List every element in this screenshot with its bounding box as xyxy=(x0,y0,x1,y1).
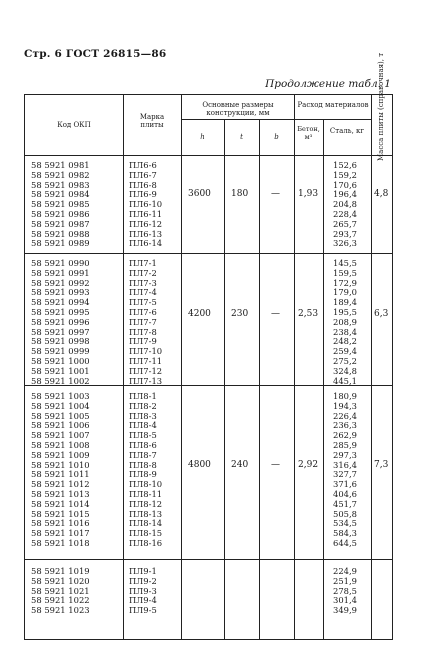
h-column-header: h xyxy=(200,133,205,141)
consumption-header: Расход материалов xyxy=(297,101,369,109)
group-3-steel: 180,9 194,3 226,4 236,3 262,9 285,9 297,3 316,4 327,7 371,6 404,6 451,7 505,8 534,5 584,3 644,5 xyxy=(333,391,357,548)
group-3-b: — xyxy=(271,460,280,470)
group-2-h: 4200 xyxy=(188,309,211,319)
concrete-column-header: Бетон, м³ xyxy=(297,125,320,141)
group-1-h: 3600 xyxy=(188,189,211,199)
group-1-concrete: 1,93 xyxy=(298,189,319,199)
group-1-mass: 4,8 xyxy=(374,189,389,199)
b-column-header: b xyxy=(274,133,279,141)
t-column-header: t xyxy=(240,133,243,141)
group-4-steel: 224,9 251,9 278,5 301,4 349,9 xyxy=(333,566,357,616)
mark-column-header: Марка плиты xyxy=(139,113,165,129)
group-3-codes: 58 5921 1003 58 5921 1004 58 5921 1005 58 5921 1006 58 5921 1007 58 5921 1008 58 5921 1009 58 5921 1010 58 5921 1011 58 5921 1012 58 5921 1013 58 5921 1014 58 5921 1015 58 5921 1016 58 5921 1017 58 5921 1018 xyxy=(31,391,90,548)
group-3-h: 4800 xyxy=(188,460,211,470)
group-2-steel: 145,5 159,5 172,9 179,0 189,4 195,5 208,9 238,4 248,2 259,4 275,2 324,8 445,1 xyxy=(333,258,357,386)
group-2-marks: ПЛ7-1 ПЛ7-2 ПЛ7-3 ПЛ7-4 ПЛ7-5 ПЛ7-6 ПЛ7-7 ПЛ7-8 ПЛ7-9 ПЛ7-10 ПЛ7-11 ПЛ7-12 ПЛ7-13 xyxy=(129,258,163,386)
group-3-concrete: 2,92 xyxy=(298,460,319,470)
group-2-mass: 6,3 xyxy=(374,309,389,319)
dimensions-header: Основные размеры конструкции, мм xyxy=(202,101,274,117)
steel-column-header: Сталь, кг xyxy=(329,127,365,135)
group-4-marks: ПЛ9-1 ПЛ9-2 ПЛ9-3 ПЛ9-4 ПЛ9-5 xyxy=(129,566,157,616)
code-column-header: Код ОКП xyxy=(57,121,91,129)
group-3-marks: ПЛ8-1 ПЛ8-2 ПЛ8-3 ПЛ8-4 ПЛ8-5 ПЛ8-6 ПЛ8-7 ПЛ8-8 ПЛ8-9 ПЛ8-10 ПЛ8-11 ПЛ8-12 ПЛ8-13 ПЛ8-14 ПЛ8-15 ПЛ8-16 xyxy=(129,391,163,548)
group-4-codes: 58 5921 1019 58 5921 1020 58 5921 1021 58 5921 1022 58 5921 1023 xyxy=(31,566,90,616)
page-header: Стр. 6 ГОСТ 26815—86 xyxy=(24,48,167,60)
group-3-mass: 7,3 xyxy=(374,460,389,470)
group-2-codes: 58 5921 0990 58 5921 0991 58 5921 0992 58 5921 0993 58 5921 0994 58 5921 0995 58 5921 0996 58 5921 0997 58 5921 0998 58 5921 0999 58 5921 1000 58 5921 1001 58 5921 1002 xyxy=(31,258,90,386)
group-1-b: — xyxy=(271,189,280,199)
group-1-codes: 58 5921 0981 58 5921 0982 58 5921 0983 58 5921 0984 58 5921 0985 58 5921 0986 58 5921 0987 58 5921 0988 58 5921 0989 xyxy=(31,160,90,249)
group-3-t: 240 xyxy=(231,460,249,470)
group-2-concrete: 2,53 xyxy=(298,309,319,319)
group-1-steel: 152,6 159,2 170,6 196,4 204,8 228,4 265,7 293,7 326,3 xyxy=(333,160,357,249)
group-1-t: 180 xyxy=(231,189,249,199)
table-continuation-label: Продолжение табл. 1 xyxy=(265,78,391,90)
group-2-b: — xyxy=(271,309,280,319)
mass-column-header: Масса плиты (справочная), т xyxy=(377,52,385,161)
group-1-marks: ПЛ6-6 ПЛ6-7 ПЛ6-8 ПЛ6-9 ПЛ6-10 ПЛ6-11 ПЛ6-12 ПЛ6-13 ПЛ6-14 xyxy=(129,160,163,249)
group-2-t: 230 xyxy=(231,309,249,319)
